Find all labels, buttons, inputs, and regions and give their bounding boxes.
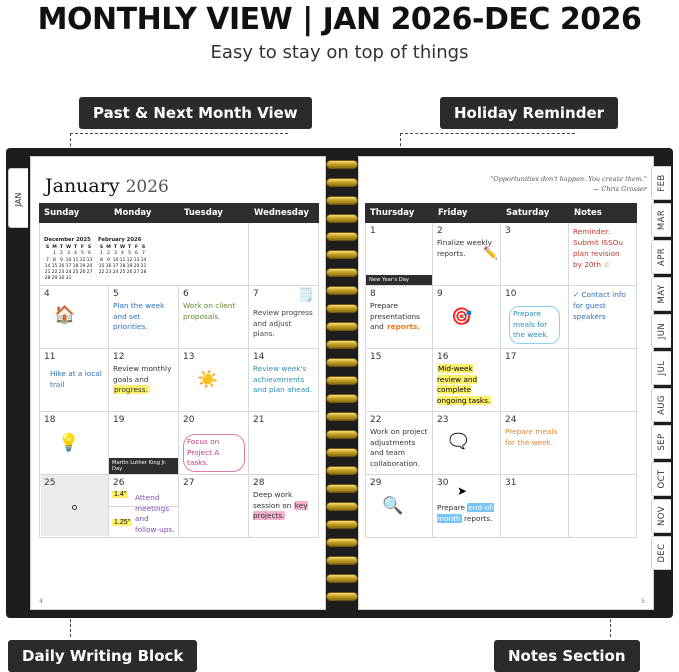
calendar-day-cell-2[interactable] bbox=[433, 223, 501, 286]
magnifier-icon: 🔍 bbox=[382, 496, 404, 515]
calendar-day-cell-19[interactable] bbox=[109, 412, 179, 475]
mini-day: 13 bbox=[133, 257, 140, 263]
day-note-highlight: end-of-month bbox=[437, 503, 495, 523]
day-number: 24 bbox=[505, 415, 517, 425]
month-heading bbox=[45, 175, 169, 197]
day-note bbox=[113, 364, 175, 396]
mini-day bbox=[86, 276, 93, 282]
month-tab-sep[interactable] bbox=[651, 425, 671, 459]
callout-past-next-month-view: Past & Next Month View bbox=[79, 97, 312, 129]
calendar-day-cell-13[interactable] bbox=[179, 349, 249, 412]
month-tab-label: MAY bbox=[656, 284, 667, 304]
day-number: 1 bbox=[370, 226, 376, 236]
writing-block-measure-1: 1.4" bbox=[114, 491, 127, 498]
weekday-header-row-right bbox=[365, 203, 637, 223]
day-note-text: Prepare presentations and bbox=[370, 301, 420, 332]
day-note-highlight: reports. bbox=[387, 322, 421, 332]
calendar-day-cell-17[interactable] bbox=[501, 349, 569, 412]
mini-day: 6 bbox=[88, 251, 91, 257]
day-number: 2 bbox=[437, 226, 443, 236]
calendar-day-cell-8[interactable] bbox=[365, 286, 433, 349]
mini-day: 7 bbox=[46, 257, 49, 263]
mini-day: 20 bbox=[86, 263, 93, 269]
day-number: 5 bbox=[113, 289, 119, 299]
mini-day: 5 bbox=[128, 251, 131, 257]
weekday-tuesday: Tuesday bbox=[184, 208, 223, 218]
calendar-day-cell-26[interactable] bbox=[109, 475, 179, 538]
mini-day: 17 bbox=[65, 263, 72, 269]
mini-day: 23 bbox=[105, 269, 112, 275]
day-number: 14 bbox=[253, 352, 265, 362]
mini-dow: S bbox=[87, 245, 92, 251]
day-note-text: Review monthly goals and bbox=[113, 364, 172, 384]
mini-day: 6 bbox=[135, 251, 138, 257]
day-note: Prepare meals for the week. bbox=[505, 427, 558, 447]
mini-day: 15 bbox=[51, 263, 58, 269]
day-number: 17 bbox=[505, 352, 517, 362]
month-tab-label: NOV bbox=[656, 506, 667, 526]
calendar-day-cell-20[interactable] bbox=[179, 412, 249, 475]
mini-day: 24 bbox=[65, 269, 72, 275]
calendar-day-cell-9[interactable] bbox=[433, 286, 501, 349]
speech-bubble-icon: 🗨️ bbox=[449, 433, 468, 450]
day-number: 15 bbox=[370, 352, 382, 362]
notes-column-header: Notes bbox=[574, 208, 602, 218]
day-note: Work on client proposals. bbox=[183, 301, 236, 321]
day-note-highlight: progress. bbox=[114, 385, 148, 395]
mini-day: 13 bbox=[86, 257, 93, 263]
mini-day: 22 bbox=[51, 269, 58, 275]
day-number: 31 bbox=[505, 478, 517, 488]
page-number-right: 5 bbox=[641, 598, 645, 605]
mini-day: 21 bbox=[140, 263, 147, 269]
dartboard-icon: 🎯 bbox=[451, 307, 473, 326]
day-number: 6 bbox=[183, 289, 189, 299]
month-tab-label: OCT bbox=[656, 469, 667, 489]
calendar-day-cell-21[interactable] bbox=[249, 412, 319, 475]
mini-day: 28 bbox=[140, 269, 147, 275]
mini-day: 4 bbox=[121, 251, 124, 257]
lightbulb-icon: 💡 bbox=[58, 433, 80, 452]
mini-day: 29 bbox=[51, 276, 58, 282]
calendar-week-row bbox=[39, 286, 319, 349]
calendar-day-cell-11[interactable] bbox=[39, 349, 109, 412]
mini-day: 7 bbox=[142, 251, 145, 257]
notes-line-with-star bbox=[573, 260, 632, 271]
mini-day: 25 bbox=[119, 269, 126, 275]
page-subtitle: Easy to stay on top of things bbox=[210, 42, 469, 63]
day-number: 30 bbox=[437, 478, 449, 488]
day-number: 12 bbox=[113, 352, 125, 362]
month-tab-feb[interactable] bbox=[651, 166, 671, 200]
holiday-label: New Year's Day bbox=[366, 275, 432, 285]
day-number: 3 bbox=[505, 226, 511, 236]
mini-day: 17 bbox=[112, 263, 119, 269]
calendar-day-cell-10[interactable] bbox=[501, 286, 569, 349]
day-note: Finalize weekly reports. bbox=[437, 238, 493, 258]
month-tab-jun[interactable] bbox=[651, 314, 671, 348]
calendar-week-row bbox=[365, 412, 637, 475]
calendar-grid-left bbox=[39, 203, 319, 538]
year-label: 2026 bbox=[125, 177, 169, 197]
calendar-day-cell-3[interactable] bbox=[501, 223, 569, 286]
mini-day: 14 bbox=[140, 257, 147, 263]
mini-day: 22 bbox=[98, 269, 105, 275]
calendar-day-cell-25-writing-block[interactable] bbox=[39, 475, 109, 538]
callout-notes-section: Notes Section bbox=[494, 640, 640, 672]
mini-day: 27 bbox=[133, 269, 140, 275]
mini-day: 24 bbox=[112, 269, 119, 275]
day-number: 23 bbox=[437, 415, 449, 425]
mini-day: 27 bbox=[86, 269, 93, 275]
mini-day: 16 bbox=[105, 263, 112, 269]
day-number: 13 bbox=[183, 352, 195, 362]
day-number: 20 bbox=[183, 415, 195, 425]
calendar-day-cell-7[interactable] bbox=[249, 286, 319, 349]
day-note bbox=[437, 503, 497, 524]
mini-day: 26 bbox=[126, 269, 133, 275]
day-note-text: reports. bbox=[461, 513, 493, 523]
calendar-day-cell-23[interactable] bbox=[433, 412, 501, 475]
mini-day: 19 bbox=[79, 263, 86, 269]
notes-cell-4[interactable] bbox=[569, 412, 637, 475]
day-note: Hike at a local trail bbox=[50, 369, 102, 389]
day-note: Focus on Project A tasks. bbox=[183, 434, 245, 472]
calendar-week-row bbox=[365, 349, 637, 412]
pencil-icon: ✏️ bbox=[483, 246, 498, 260]
month-tab-apr[interactable] bbox=[651, 240, 671, 274]
month-tab-label: AUG bbox=[656, 395, 667, 415]
calendar-day-cell-6[interactable] bbox=[179, 286, 249, 349]
day-number: 7 bbox=[253, 289, 259, 299]
mini-day: 3 bbox=[114, 251, 117, 257]
page-number-left: 4 bbox=[39, 598, 43, 605]
weekday-wednesday: Wednesday bbox=[254, 208, 309, 218]
day-number: 8 bbox=[370, 289, 376, 299]
day-note: Prepare meals for the week. bbox=[509, 306, 560, 344]
sticky-note-icon: 🗒️ bbox=[297, 287, 314, 302]
calendar-day-cell-29[interactable] bbox=[365, 475, 433, 538]
mini-day: 9 bbox=[107, 257, 110, 263]
mini-day: 26 bbox=[79, 269, 86, 275]
notes-line: Reminder: bbox=[573, 227, 611, 236]
month-tab-label: FEB bbox=[656, 174, 667, 192]
mini-dow: M bbox=[52, 245, 57, 251]
day-number: 9 bbox=[437, 289, 443, 299]
mini-dow: W bbox=[119, 245, 126, 251]
weekday-friday: Friday bbox=[438, 208, 468, 218]
mini-day: 9 bbox=[60, 257, 63, 263]
callout-connector bbox=[70, 133, 288, 134]
notes-line: for guest bbox=[573, 300, 606, 310]
mini-day: 11 bbox=[72, 257, 79, 263]
month-tab-label: JUL bbox=[656, 360, 667, 376]
spine-tab-label: JAN bbox=[14, 192, 23, 207]
month-tab-label: JUN bbox=[656, 322, 667, 340]
weekday-saturday: Saturday bbox=[506, 208, 550, 218]
day-number: 28 bbox=[253, 478, 265, 488]
calendar-grid-right bbox=[365, 203, 637, 538]
mini-dow: F bbox=[134, 245, 139, 251]
calendar-week-row bbox=[39, 412, 319, 475]
month-tab-strip bbox=[651, 166, 671, 573]
notes-cell-1[interactable] bbox=[569, 223, 637, 286]
mini-day: 10 bbox=[112, 257, 119, 263]
star-icon: ☆ bbox=[603, 259, 610, 269]
quote-text: "Opportunities don't happen. You create them." bbox=[490, 175, 647, 183]
mini-day: 30 bbox=[58, 276, 65, 282]
check-icon: ✓ bbox=[573, 290, 580, 299]
mini-calendar-december-2025 bbox=[44, 237, 93, 282]
weekday-thursday: Thursday bbox=[370, 208, 415, 218]
calendar-day-cell-4[interactable] bbox=[39, 286, 109, 349]
mini-day: 18 bbox=[72, 263, 79, 269]
mini-day: 18 bbox=[119, 263, 126, 269]
day-number: 29 bbox=[370, 478, 382, 488]
mini-day: 31 bbox=[65, 276, 72, 282]
mini-day bbox=[72, 276, 79, 282]
day-note bbox=[437, 364, 497, 406]
month-tab-label: DEC bbox=[656, 543, 667, 563]
calendar-week-row bbox=[365, 223, 637, 286]
day-note: Plan the week and set priorities. bbox=[113, 301, 165, 332]
mini-day: 12 bbox=[79, 257, 86, 263]
day-number: 19 bbox=[113, 415, 125, 425]
mini-day: 2 bbox=[107, 251, 110, 257]
day-number: 10 bbox=[505, 289, 517, 299]
month-tab-oct[interactable] bbox=[651, 462, 671, 496]
weekday-sunday: Sunday bbox=[44, 208, 80, 218]
cursor-icon: ➤ bbox=[457, 484, 468, 498]
mini-day: 25 bbox=[72, 269, 79, 275]
day-number: 22 bbox=[370, 415, 382, 425]
mini-dow: T bbox=[73, 245, 78, 251]
notes-cell-3[interactable] bbox=[569, 349, 637, 412]
month-tab-jul[interactable] bbox=[651, 351, 671, 385]
spine-tab-jan[interactable] bbox=[8, 168, 28, 228]
mini-dow: S bbox=[45, 245, 50, 251]
calendar-day-cell-16[interactable] bbox=[433, 349, 501, 412]
day-number: 27 bbox=[183, 478, 195, 488]
quote-block bbox=[477, 175, 647, 195]
mini-dow: W bbox=[65, 245, 72, 251]
mini-day: 23 bbox=[58, 269, 65, 275]
mini-dow: T bbox=[127, 245, 132, 251]
spiral-binding bbox=[324, 156, 360, 610]
mini-dow: F bbox=[80, 245, 85, 251]
mini-day bbox=[79, 276, 86, 282]
calendar-week-row bbox=[39, 475, 319, 538]
mini-calendar-title: December 2025 bbox=[44, 237, 91, 243]
month-tab-label: SEP bbox=[656, 433, 667, 451]
calendar-day-cell-5[interactable] bbox=[109, 286, 179, 349]
mini-dow: S bbox=[99, 245, 104, 251]
quote-attribution: — Chris Grosser bbox=[592, 184, 647, 193]
calendar-day-cell-28[interactable] bbox=[249, 475, 319, 538]
month-tab-mar[interactable] bbox=[651, 203, 671, 237]
page-title: MONTHLY VIEW | JAN 2026-DEC 2026 bbox=[37, 2, 642, 37]
notes-line-text: Contact info bbox=[581, 290, 626, 299]
mini-day: 19 bbox=[126, 263, 133, 269]
month-name: January bbox=[45, 175, 120, 197]
calendar-day-cell-12[interactable] bbox=[109, 349, 179, 412]
calendar-week-row bbox=[39, 223, 319, 286]
holiday-label: Martin Luther King Jr. Day bbox=[109, 458, 178, 474]
calendar-day-cell-1[interactable] bbox=[365, 223, 433, 286]
mini-day: 20 bbox=[133, 263, 140, 269]
mini-day: 11 bbox=[119, 257, 126, 263]
notes-line-with-check bbox=[573, 290, 632, 301]
day-note: Attend meetings and follow-ups. bbox=[135, 493, 175, 534]
planner-spread bbox=[6, 148, 673, 618]
day-note-text: Deep work session on bbox=[253, 490, 294, 510]
mini-day: 1 bbox=[100, 251, 103, 257]
house-icon: 🏠 bbox=[54, 305, 76, 324]
notes-line: Submit ISSOu bbox=[573, 237, 623, 247]
mini-day: 16 bbox=[58, 263, 65, 269]
notes-text-block bbox=[569, 223, 636, 275]
mini-day: 2 bbox=[60, 251, 63, 257]
mini-day: 12 bbox=[126, 257, 133, 263]
mini-dow: S bbox=[141, 245, 146, 251]
notes-line: plan revision bbox=[573, 248, 620, 258]
month-tab-nov[interactable] bbox=[651, 499, 671, 533]
mini-day: 1 bbox=[53, 251, 56, 257]
callout-holiday-reminder: Holiday Reminder bbox=[440, 97, 618, 129]
month-tab-dec[interactable] bbox=[651, 536, 671, 570]
calendar-week-row bbox=[365, 286, 637, 349]
day-note-highlight: key projects. bbox=[253, 500, 308, 521]
writing-block-anchor-dot bbox=[72, 505, 77, 510]
calendar-day-cell-15[interactable] bbox=[365, 349, 433, 412]
calendar-day-cell-24[interactable] bbox=[501, 412, 569, 475]
mini-day: 10 bbox=[65, 257, 72, 263]
sun-icon: ☀️ bbox=[197, 370, 219, 389]
month-tab-label: APR bbox=[656, 247, 667, 267]
writing-block-measure-2: 1.25" bbox=[114, 519, 131, 526]
mini-day: 4 bbox=[74, 251, 77, 257]
notes-line-text: by 20th bbox=[573, 259, 602, 269]
mini-day: 15 bbox=[98, 263, 105, 269]
day-note: Review progress and adjust plans. bbox=[253, 308, 313, 339]
mini-calendar-title: February 2026 bbox=[98, 237, 142, 243]
callout-connector bbox=[400, 133, 575, 134]
calendar-week-row bbox=[39, 349, 319, 412]
mini-day: 8 bbox=[53, 257, 56, 263]
calendar-day-cell-30[interactable] bbox=[433, 475, 501, 538]
callout-daily-writing-block: Daily Writing Block bbox=[8, 640, 197, 672]
notes-text-block bbox=[569, 286, 636, 327]
day-number: 25 bbox=[44, 478, 56, 488]
calendar-day-cell-31[interactable] bbox=[501, 475, 569, 538]
calendar-day-cell-18[interactable] bbox=[39, 412, 109, 475]
mini-dow: T bbox=[59, 245, 64, 251]
day-note-text: Prepare bbox=[437, 503, 468, 512]
mini-day: 14 bbox=[44, 263, 51, 269]
planner-left-page bbox=[30, 156, 326, 610]
mini-calendar-february-2026 bbox=[98, 237, 147, 282]
day-number: 26 bbox=[113, 478, 125, 488]
day-note bbox=[253, 490, 315, 522]
mini-calendars-cell bbox=[39, 223, 249, 286]
mini-day: 3 bbox=[67, 251, 70, 257]
planner-right-page bbox=[358, 156, 654, 610]
weekday-monday: Monday bbox=[114, 208, 152, 218]
calendar-day-cell-27[interactable] bbox=[179, 475, 249, 538]
month-tab-may[interactable] bbox=[651, 277, 671, 311]
day-number: 16 bbox=[437, 352, 449, 362]
mini-day: 5 bbox=[81, 251, 84, 257]
day-note bbox=[370, 301, 429, 333]
mini-day: 21 bbox=[44, 269, 51, 275]
day-number: 18 bbox=[44, 415, 56, 425]
mini-dow: T bbox=[113, 245, 118, 251]
calendar-day-cell-22[interactable] bbox=[365, 412, 433, 475]
day-number: 11 bbox=[44, 352, 56, 362]
mini-day: 28 bbox=[44, 276, 51, 282]
mini-dow: M bbox=[106, 245, 111, 251]
day-note: Review week's achievements and plan ahead. bbox=[253, 364, 313, 395]
day-note: Work on project adjustments and team collaboration. bbox=[370, 427, 428, 468]
day-number: 21 bbox=[253, 415, 265, 425]
notes-line: speakers bbox=[573, 311, 606, 321]
notes-cell-5[interactable] bbox=[569, 475, 637, 538]
notes-cell-2[interactable] bbox=[569, 286, 637, 349]
calendar-week-row bbox=[365, 475, 637, 538]
mini-day: 8 bbox=[100, 257, 103, 263]
day-note-highlight: Mid-week review and complete ongoing tasks. bbox=[437, 364, 491, 405]
weekday-header-row-left bbox=[39, 203, 319, 223]
month-tab-aug[interactable] bbox=[651, 388, 671, 422]
calendar-day-cell-14[interactable] bbox=[249, 349, 319, 412]
day-number: 4 bbox=[44, 289, 50, 299]
calendar-day-cell-empty[interactable] bbox=[249, 223, 319, 286]
month-tab-label: MAR bbox=[656, 209, 667, 231]
